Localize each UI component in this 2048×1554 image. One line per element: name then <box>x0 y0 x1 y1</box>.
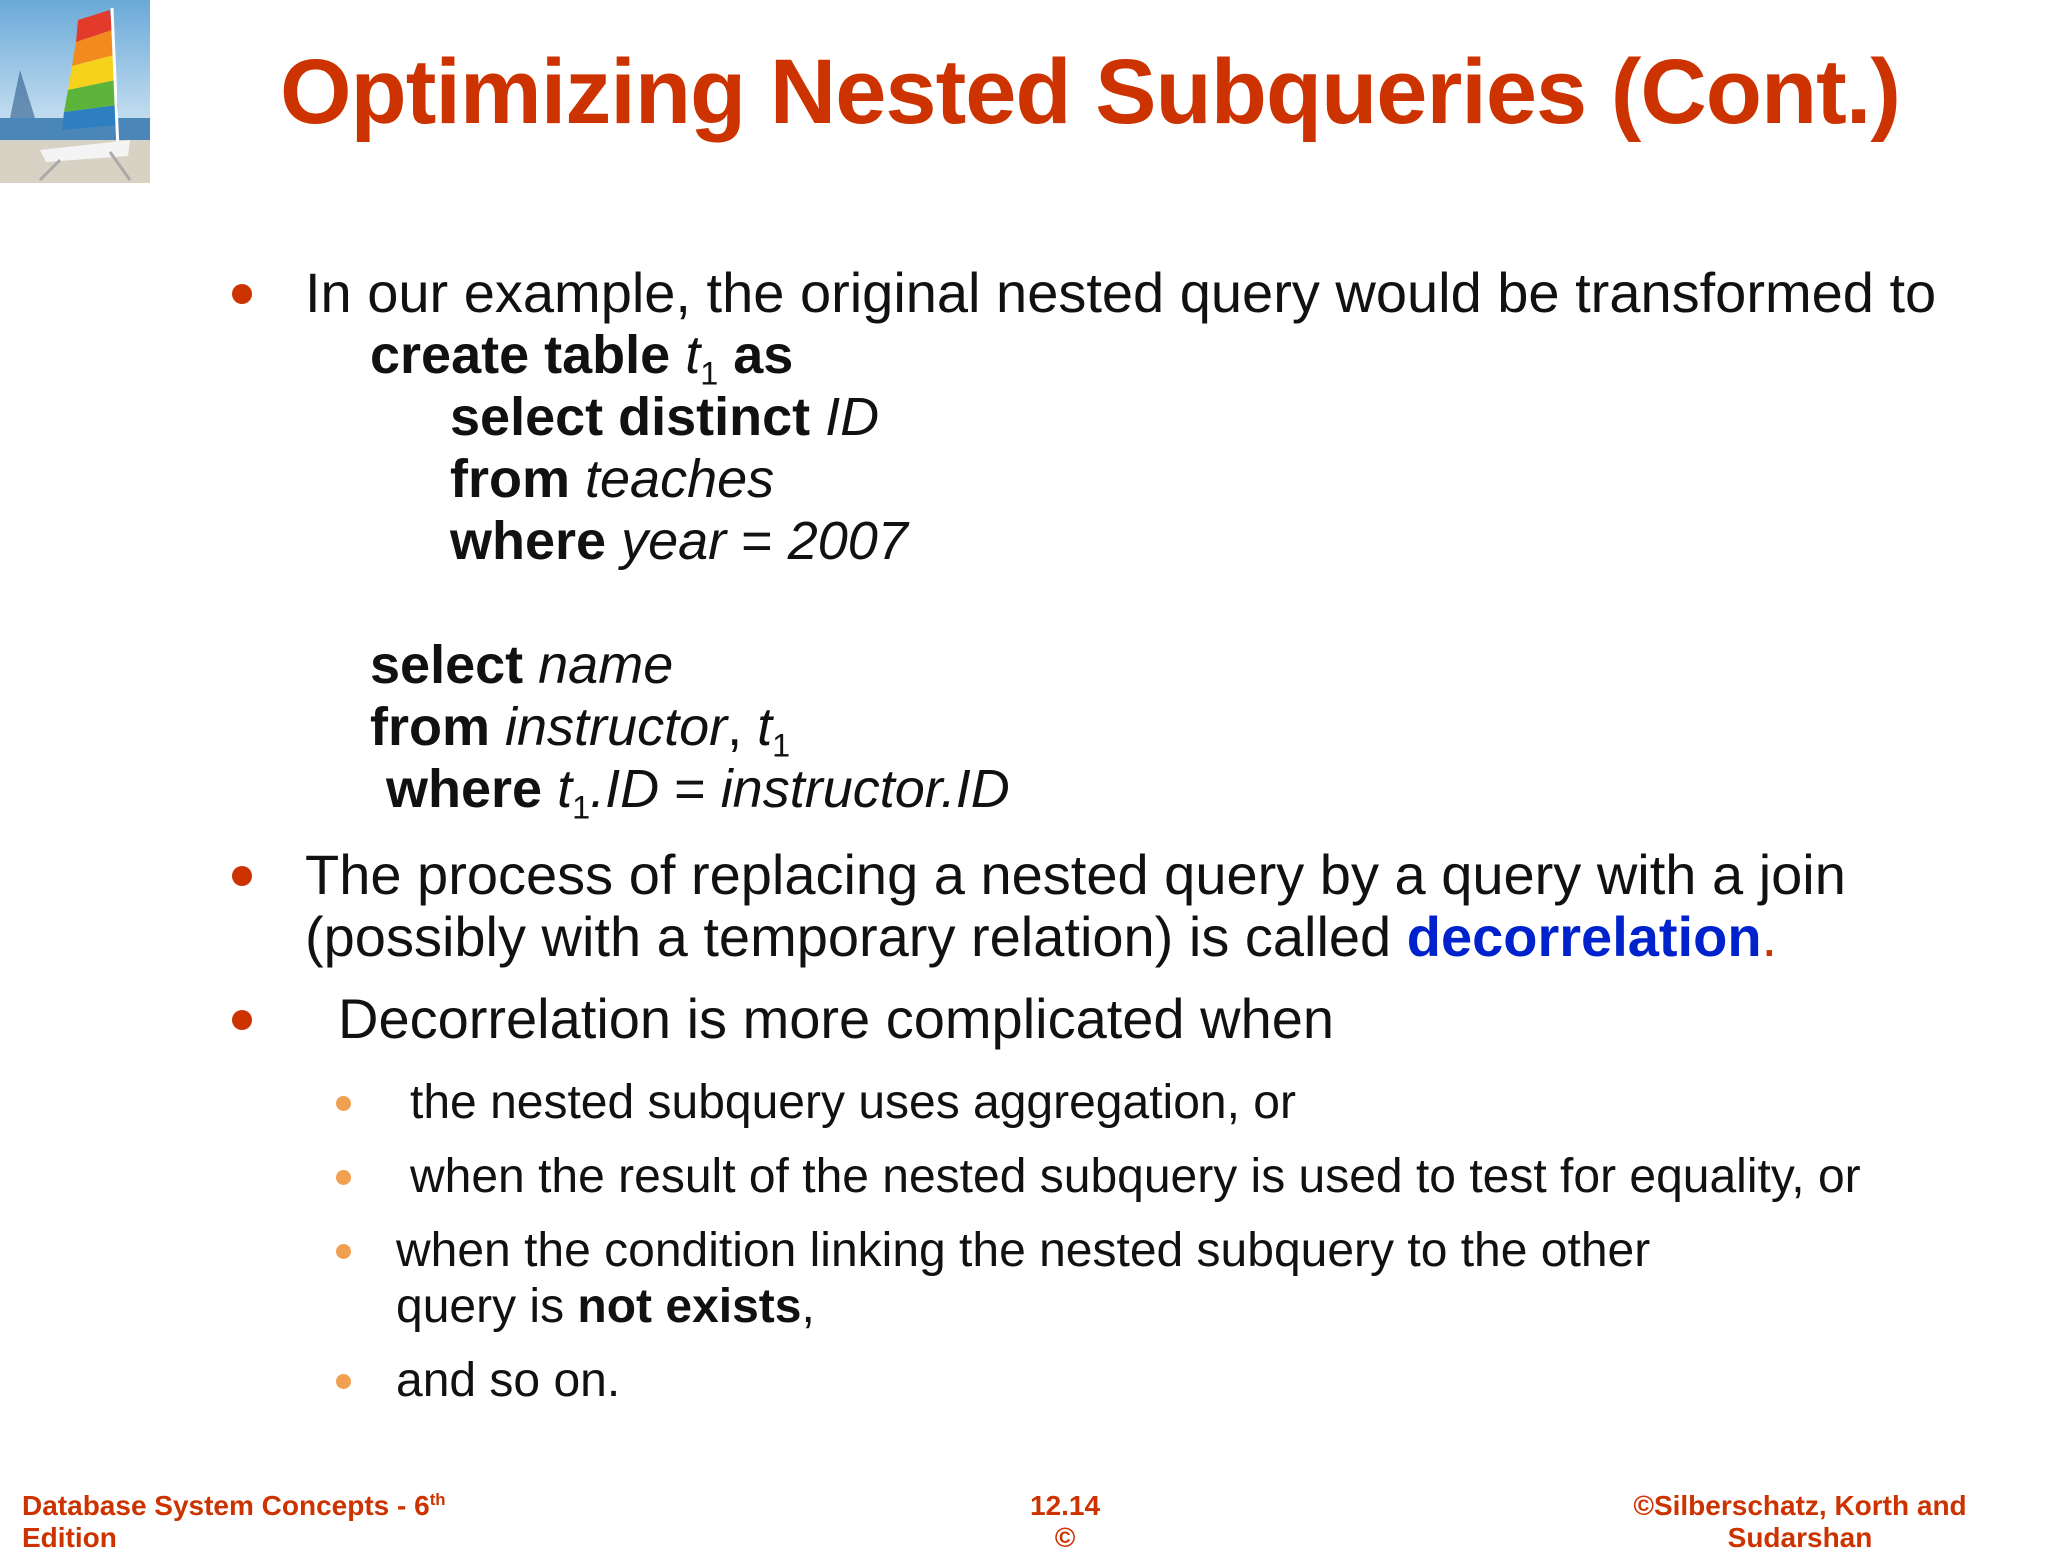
sub-bullet-dot <box>336 1096 351 1111</box>
code-from-instructor: from instructor, $t_1$ <box>370 697 791 764</box>
bullet-2-line-2: (possibly with a temporary relation) is called decorrelation. <box>305 905 1778 968</box>
code-select-distinct: select distinct ID <box>450 387 880 447</box>
sub-item-3-line-1: when the condition linking the nested subquery to the other <box>396 1224 1651 1277</box>
bullet-dot <box>232 284 252 304</box>
slide-title: Optimizing Nested Subqueries (Cont.) <box>279 41 1901 143</box>
sub-item-3-line-2: query is not exists, <box>396 1280 815 1333</box>
code-where-join: where $t_1.ID$ = instructor.ID <box>386 759 1010 826</box>
decorrelation-term: decorrelation <box>1406 905 1762 968</box>
footer-page-number: 12.14 © <box>1030 1490 1101 1553</box>
sub-bullet-dot <box>336 1374 351 1389</box>
code-select-name: select name <box>370 635 674 695</box>
footer-right: ©Silberschatz, Korth and Sudarshan <box>1633 1490 1967 1553</box>
sub-item-1: the nested subquery uses aggregation, or <box>410 1076 1296 1129</box>
bullet-1-text: In our example, the original nested query would be transformed to <box>305 261 1937 324</box>
bullet-dot <box>232 1010 252 1030</box>
code-where-year: where year = 2007 <box>450 511 908 571</box>
code-from-teaches: from teaches <box>450 449 775 509</box>
footer-left: Database System Concepts - 6th Edition <box>22 1489 446 1553</box>
sub-bullet-dot <box>336 1244 351 1259</box>
sub-item-2: when the result of the nested subquery is used to test for equality, or <box>410 1150 1861 1203</box>
sub-item-4: and so on. <box>396 1354 621 1407</box>
code-create-table: create table $t_1$ as <box>370 325 794 392</box>
bullet-2-line-1: The process of replacing a nested query by a query with a join <box>305 843 1846 906</box>
bullet-dot <box>232 866 252 886</box>
sub-bullet-dot <box>336 1170 351 1185</box>
bullet-3-text: Decorrelation is more complicated when <box>338 987 1334 1050</box>
